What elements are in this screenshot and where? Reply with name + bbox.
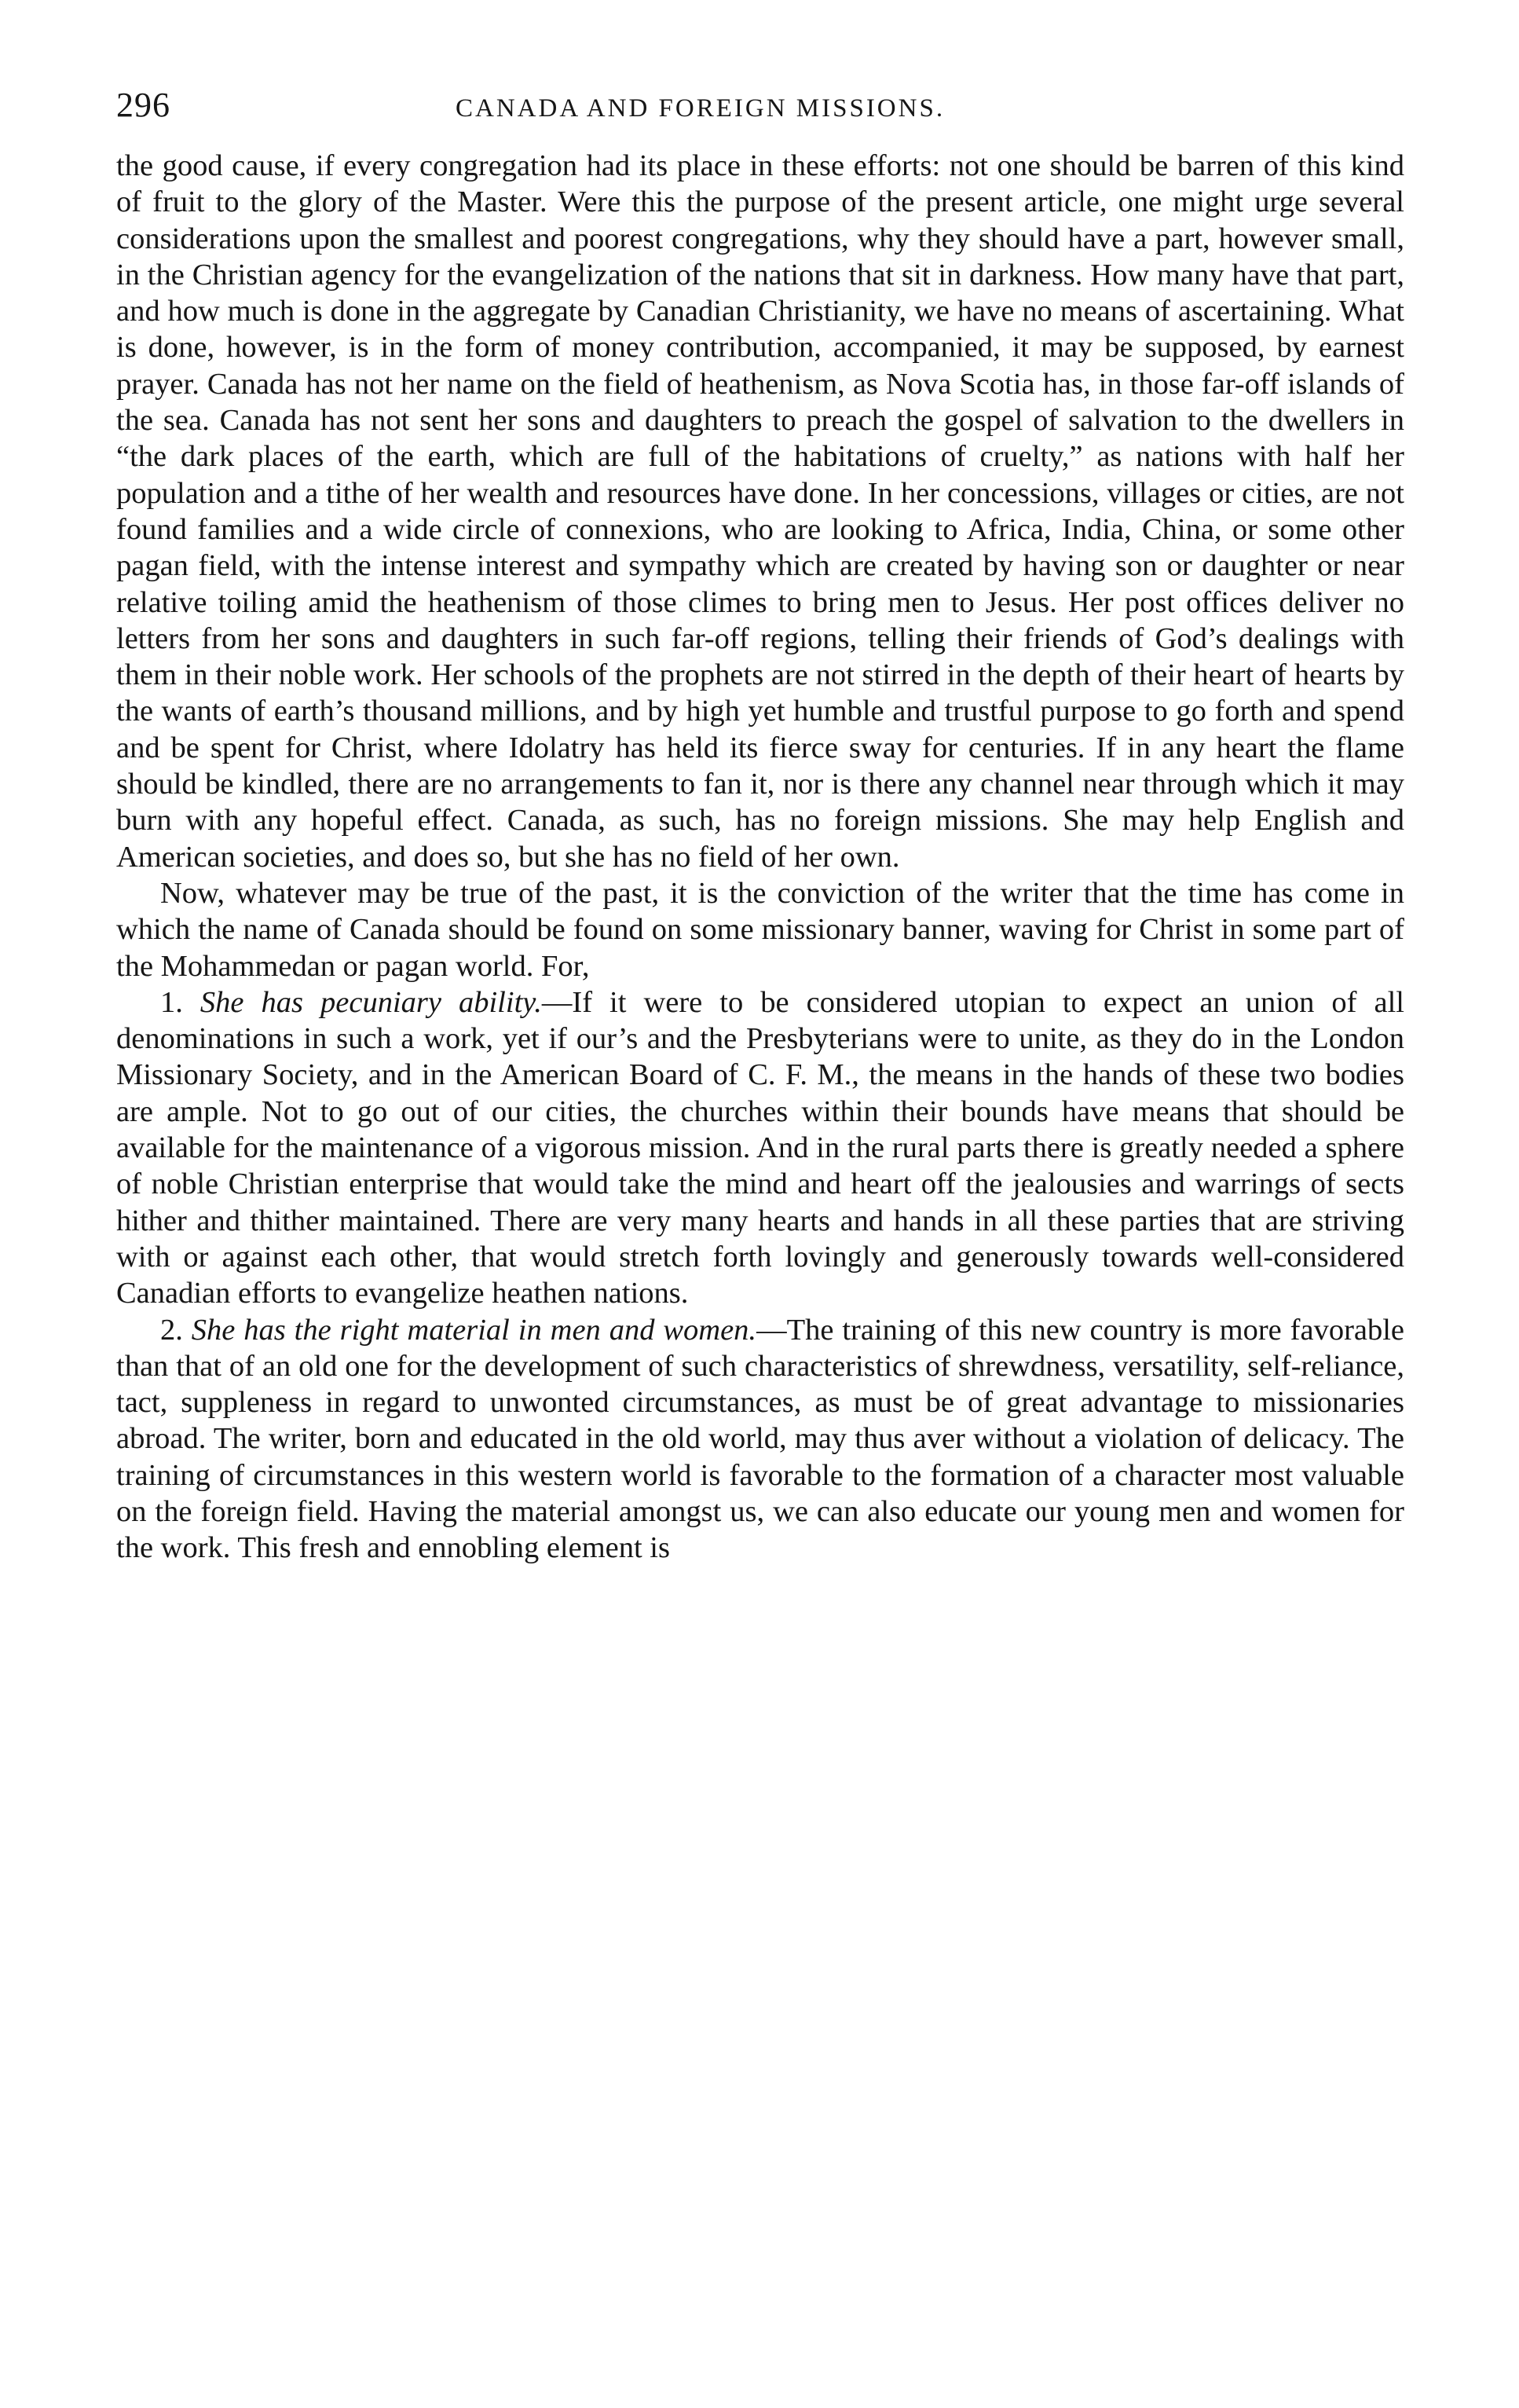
point-number: 1. — [160, 985, 200, 1019]
body-paragraph-point-1 — [116, 984, 1404, 1312]
paragraph-text: —The training of this new country is more favorable than that of an old one for the development of such characteristics of shrewdness, versatility, self-reliance, tact, suppleness in regard to unwonted circumstances, as must be of great advantage to missionaries abroad. The writer, born and educated in the old world, may thus aver without a violation of delicacy. The training of circumstances in this western world is favorable to the formation of a character most valuable on the foreign field. Having the material amongst us, we can also educate our young men and women for the work. This fresh and ennobling element is — [116, 1313, 1405, 1565]
body-paragraph-point-2 — [116, 1312, 1404, 1567]
body-paragraph-conviction — [116, 875, 1404, 984]
page-number: 296 — [116, 86, 170, 124]
paragraph-text: Now, whatever may be true of the past, it is the conviction of the writer that the time has come in which the name of Canada should be found on some missionary banner, waving for Christ in some part of the Mohammedan or pagan world. For, — [116, 876, 1404, 983]
point-number: 2. — [160, 1313, 192, 1347]
page-header — [116, 85, 1404, 145]
document-page — [116, 85, 1404, 1567]
point-heading: She has the right material in men and women. — [191, 1313, 757, 1347]
body-paragraph-continuation — [116, 148, 1404, 875]
paragraph-text: the good cause, if every congregation had its place in these efforts: not one should be barren of this kind of fruit to the glory of the Master. Were this the purpose of the present article, one might urge several considerations upon the smallest and poorest congregations, why they should have a part, however small, in the Christian agency for the evangelization of the nations that sit in darkness. How many have that part, and how much is done in the aggregate by Canadian Christianity, we have no means of ascertaining. What is done, however, is in the form of money contribution, accompanied, it may be supposed, by earnest prayer. Canada has not her name on the field of heathenism, as Nova Scotia has, in those far-off islands of the sea. Canada has not sent her sons and daughters to preach the gospel of salvation to the dwellers in “the dark places of the earth, which are full of the habitations of cruelty,” as nations with half her population and a tithe of her wealth and resources have done. In her concessions, villages or cities, are not found families and a wide circle of connexions, who are looking to Africa, India, China, or some other pagan field, with the intense interest and sympathy which are created by having son or daughter or near relative toiling amid the heathenism of those climes to bring men to Jesus. Her post offices deliver no letters from her sons and daughters in such far-off regions, telling their friends of God’s dealings with them in their noble work. Her schools of the prophets are not stirred in the depth of their heart of hearts by the wants of earth’s thousand millions, and by high yet humble and trustful purpose to go forth and spend and be spent for Christ, where Idolatry has held its fierce sway for centuries. If in any heart the flame should be kindled, there are no arrangements to fan it, nor is there any channel near through which it may burn with any hopeful effect. Canada, as such, has no foreign missions. She may help English and American societies, and does so, but she has no field of her own. — [116, 149, 1404, 874]
paragraph-text: —If it were to be considered utopian to expect an union of all denominations in such a work, yet if our’s and the Presbyterians were to unite, as they do in the London Missionary Society, and in the American Board of C. F. M., the means in the hands of these two bodies are ample. Not to go out of our cities, the churches within their bounds have means that should be available for the maintenance of a vigorous mission. And in the rural parts there is greatly needed a sphere of noble Christian enterprise that would take the mind and heart off the jealousies and warrings of sects hither and thither maintained. There are very many hearts and hands in all these parties that are striving with or against each other, that would stretch forth lovingly and generously towards well-considered Canadian efforts to evangelize heathen nations. — [116, 985, 1405, 1310]
point-heading: She has pecuniary ability. — [199, 985, 542, 1019]
running-title: CANADA AND FOREIGN MISSIONS. — [456, 94, 946, 123]
